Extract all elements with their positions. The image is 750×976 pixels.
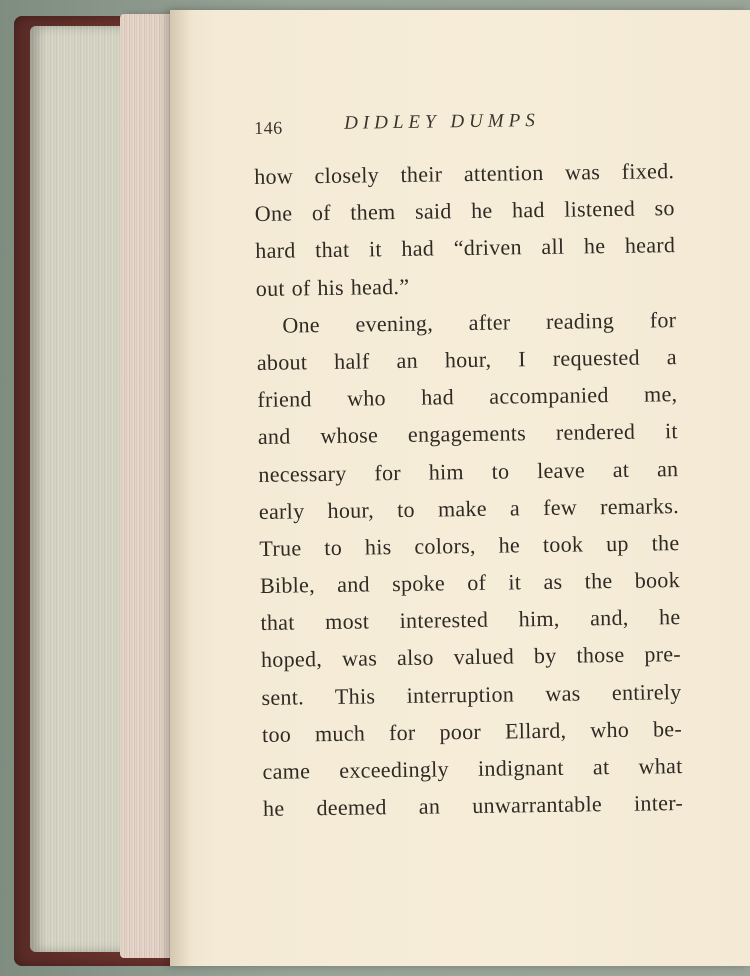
text-line: True to his colors, he took up the (259, 529, 680, 561)
body-text (254, 152, 683, 827)
text-line: Bible, and spoke of it as the book (259, 567, 681, 599)
page-number: 146 (254, 117, 283, 138)
text-line: One of them said he had listened so (254, 195, 675, 227)
text-line: came exceedingly indignant at what (262, 753, 683, 784)
text-line: too much for poor Ellard, who be- (261, 715, 683, 747)
text-line: out of his head.” (255, 273, 410, 301)
text-line: early hour, to make a few remarks. (258, 492, 680, 524)
text-line: hoped, was also valued by those pre- (260, 641, 682, 673)
text-line: how closely their attention was fixed. (254, 158, 675, 189)
text-line: hard that it had “driven all he heard (255, 232, 676, 264)
text-line: sent. This interruption was entirely (261, 678, 682, 710)
text-line: friend who had accompanied me, (257, 381, 678, 413)
running-head (254, 109, 594, 144)
running-title: DIDLEY DUMPS (343, 110, 540, 134)
text-line: he deemed an unwarrantable inter- (262, 790, 684, 822)
text-line: necessary for him to leave at an (258, 455, 679, 487)
text-line: about half an hour, I requested a (256, 344, 677, 375)
book-page (170, 10, 750, 966)
text-line: and whose engagements rendered it (257, 418, 679, 450)
binding-gutter (170, 10, 192, 966)
text-line: that most interested him, and, he (260, 604, 681, 636)
text-line: One evening, after reading for (282, 306, 677, 338)
